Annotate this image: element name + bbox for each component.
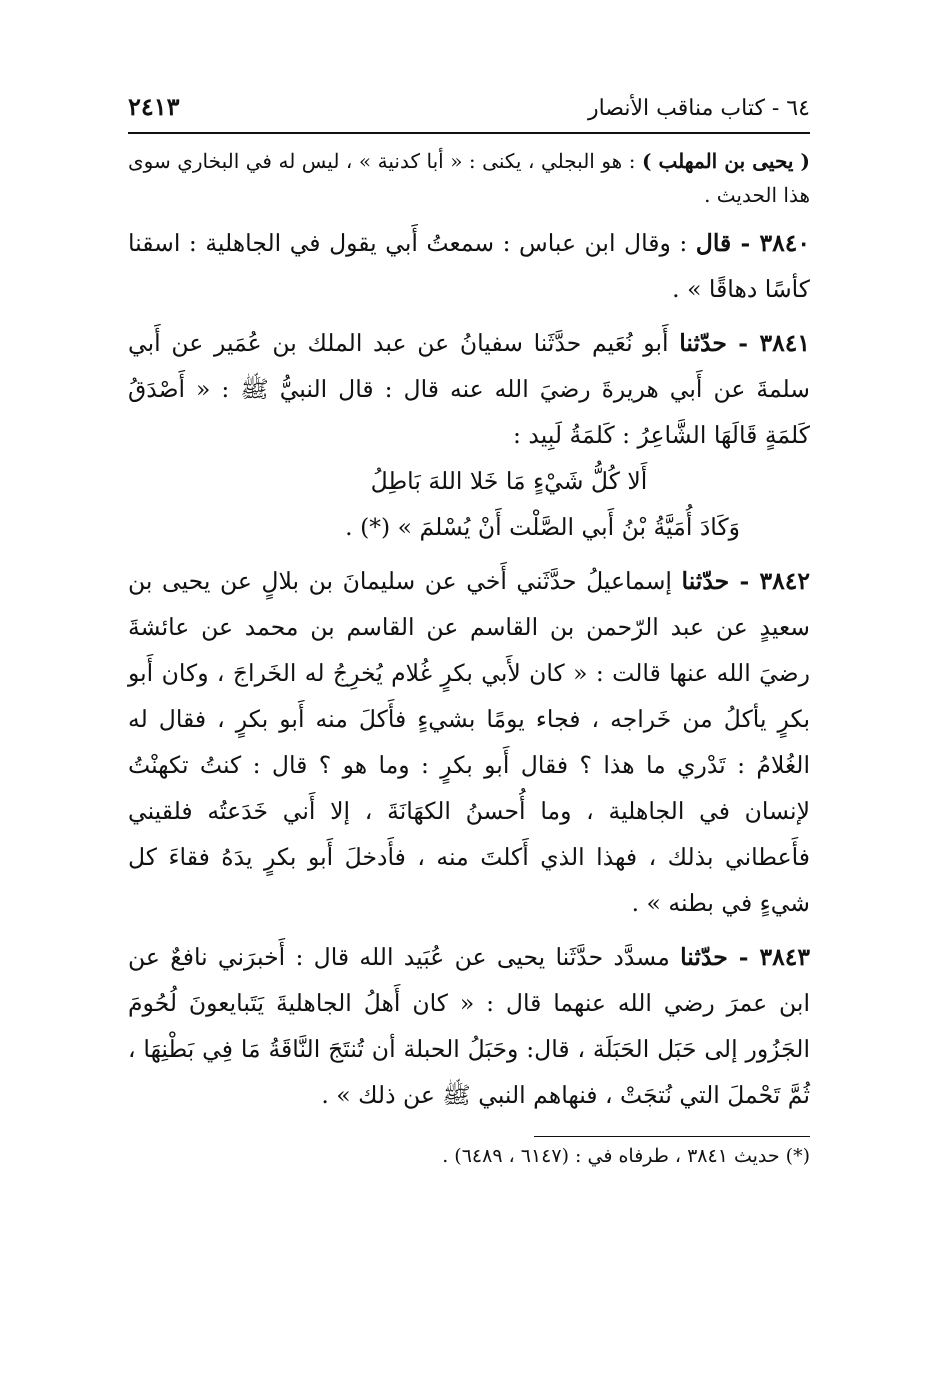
- hadith-number: ٣٨٤٠ - قال: [695, 229, 810, 257]
- hadith-3843: [128, 934, 810, 1118]
- narrator-note: [128, 144, 810, 212]
- hadith-text: مسدَّد حدَّثَنا يحيى عن عُبَيد الله قال : أَخبرَني نافعٌ عن ابن عمرَ رضي الله عنهما قال : « كان أَهلُ الجاهليةَ يَتَبايعونَ لُحُومَ الجَزُور إلى حَبَل الحَبَلَة ، قال: وحَبَلُ الحبلة أن تُنتَجَ النَّاقَةُ مَا فِي بَطْنِهَا ، ثُمَّ تَحْملَ التي نُتجَتْ ، فنهاهم النبي ﷺ عن ذلك » .: [128, 943, 810, 1109]
- footnote: (*) حديث ٣٨٤١ ، طرفاه في : (٦١٤٧ ، ٦٤٨٩) .: [442, 1145, 810, 1167]
- page-header: [128, 92, 810, 134]
- hadith-3842: [128, 558, 810, 926]
- hadith-number: ٣٨٤٣ - حدّثنا: [680, 943, 811, 971]
- poetry-verse: [128, 458, 810, 550]
- verse-line-2: وَكَادَ أُمَيَّةُ بْنُ أَبي الصَّلْت أَنْ يُسْلمَ » (*) .: [345, 513, 740, 541]
- hadith-number: ٣٨٤٢ - حدّثنا: [681, 567, 810, 595]
- hadith-number: ٣٨٤١ - حدّثنا: [679, 329, 810, 357]
- narrator-note-text: : هو البجلي ، يكنى : « أبا كدنية » ، ليس له في البخاري سوى هذا الحديث .: [128, 149, 810, 207]
- page-number: ٢٤١٣: [128, 92, 180, 121]
- hadith-text: إسماعيلُ حدَّثَني أَخي عن سليمانَ بن بلالٍ عن يحيى بن سعيدٍ عن عبد الرّحمن بن القاسم عن القاسم بن محمد عن عائشةَ رضيَ الله عنها قالت : « كان لأَبي بكرٍ غُلام يُخرِجُ له الخَراجَ ، وكان أَبو بكرٍ يأكلُ من خَراجه ، فجاء يومًا بشيءٍ فأَكلَ منه أَبو بكرٍ ، فقال له الغُلامُ : تَدْري ما هذا ؟ فقال أَبو بكرٍ : وما هو ؟ قال : كنتُ تكهنْتُ لإنسان في الجاهلية ، وما أُحسنُ الكهَانَةَ ، إلا أَني خَدَعتُه فلقيني فأَعطاني بذلك ، فهذا الذي أَكلتَ منه ، فأَدخلَ أَبو بكرٍ يدَهُ فقاءَ كل شيءٍ في بطنه » .: [128, 567, 810, 917]
- narrator-name: ( يحيى بن المهلب ): [641, 149, 810, 173]
- hadith-3840: [128, 220, 810, 312]
- book-page: [128, 92, 810, 1171]
- hadith-text: : وقال ابن عباس : سمعتُ أَبي يقول في الجاهلية : اسقنا كأسًا دهاقًا » .: [128, 229, 810, 303]
- verse-line-1: أَلا كُلُّ شَيْءٍ مَا خَلا اللهَ بَاطِلُ: [370, 467, 648, 495]
- footnote-divider: [534, 1136, 810, 1137]
- chapter-title: ٦٤ - كتاب مناقب الأنصار: [587, 96, 810, 121]
- hadith-text: أَبو نُعَيم حدَّثَنا سفيانُ عن عبد الملك بن عُمَير عن أَبي سلمةَ عن أَبي هريرةَ رضيَ الله عنه قال : قال النبيُّ ﷺ : « أَصْدَقُ كَلمَةٍ قَالَهَا الشَّاعِرُ : كَلمَةُ لَبِيد :: [128, 329, 810, 449]
- hadith-3841: [128, 320, 810, 458]
